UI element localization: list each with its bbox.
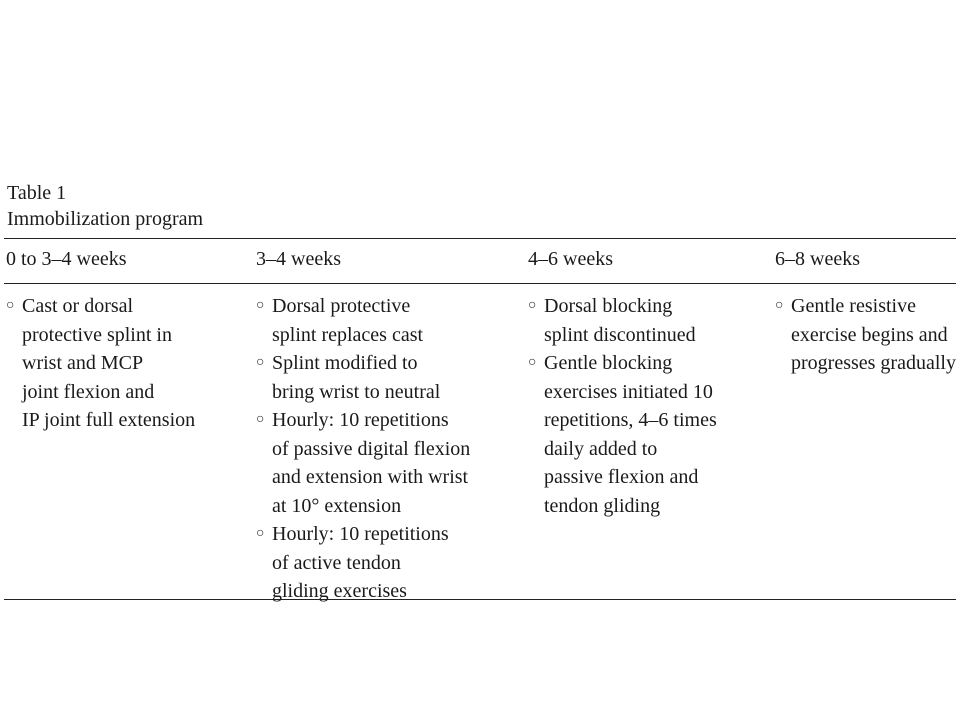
bullet-text-line: Splint modified to — [272, 352, 418, 374]
immobilization-table — [4, 180, 956, 600]
bullet-text-line: exercise begins and — [791, 323, 948, 346]
table-body-row — [4, 284, 956, 602]
bullet-text-line: Gentle resistive — [791, 295, 916, 317]
column-3-4-weeks — [256, 292, 470, 606]
column-header-3-4-weeks: 3–4 weeks — [256, 248, 341, 270]
bullet-text-line: Gentle blocking — [544, 352, 673, 374]
bullet-text-line: Dorsal protective — [272, 295, 411, 317]
column-header-0-to-3-4-weeks: 0 to 3–4 weeks — [6, 248, 127, 270]
bullet-text-line: gliding exercises — [272, 580, 407, 602]
bullet-text-line: Hourly: 10 repetitions — [272, 409, 449, 431]
bullet-text-line: daily added to — [544, 437, 658, 460]
bullet-circle-icon: ○ — [528, 298, 537, 313]
bullet-text-line: Hourly: 10 repetitions — [272, 523, 449, 545]
bullet-text-line: exercises initiated 10 — [544, 380, 713, 403]
bullet-text-line: splint discontinued — [544, 323, 696, 346]
bullet-text-line: Cast or dorsal — [22, 295, 134, 317]
bullet-text-line: protective splint in — [22, 323, 172, 346]
bullet-text-line: repetitions, 4–6 times — [544, 409, 717, 431]
table-bottom-rule — [4, 599, 956, 600]
bullet-item — [528, 292, 717, 349]
bullet-item — [256, 520, 470, 606]
bullet-item — [256, 349, 470, 406]
bullet-circle-icon: ○ — [775, 298, 784, 313]
column-header-4-6-weeks: 4–6 weeks — [528, 248, 613, 270]
bullet-text-line: at 10° extension — [272, 494, 402, 517]
bullet-item — [256, 292, 470, 349]
bullet-text-line: tendon gliding — [544, 494, 661, 517]
bullet-circle-icon: ○ — [6, 298, 15, 313]
bullet-text-line: progresses gradually — [791, 352, 956, 374]
column-6-8-weeks — [775, 292, 956, 378]
bullet-item — [528, 349, 717, 520]
bullet-circle-icon: ○ — [256, 355, 265, 370]
bullet-circle-icon: ○ — [256, 298, 265, 313]
bullet-text-line: wrist and MCP — [22, 352, 144, 374]
bullet-text-line: splint replaces cast — [272, 323, 424, 346]
bullet-text-line: joint flexion and — [22, 380, 155, 403]
table-label: Table 1 — [7, 182, 67, 204]
table-title: Immobilization program — [7, 208, 204, 230]
bullet-circle-icon: ○ — [256, 412, 265, 427]
column-4-6-weeks — [528, 292, 717, 520]
bullet-item — [6, 292, 195, 435]
bullet-item — [775, 292, 956, 378]
bullet-circle-icon: ○ — [528, 355, 537, 370]
column-header-6-8-weeks: 6–8 weeks — [775, 248, 860, 270]
bullet-text-line: IP joint full extension — [22, 409, 196, 431]
bullet-text-line: Dorsal blocking — [544, 295, 673, 317]
bullet-text-line: of passive digital flexion — [272, 437, 471, 460]
column-0-to-3-4-weeks — [6, 292, 195, 435]
bullet-item — [256, 406, 470, 520]
table-header-row — [4, 239, 956, 283]
bullet-circle-icon: ○ — [256, 526, 265, 541]
bullet-text-line: and extension with wrist — [272, 466, 469, 488]
bullet-text-line: bring wrist to neutral — [272, 380, 441, 403]
bullet-text-line: of active tendon — [272, 551, 401, 574]
bullet-text-line: passive flexion and — [544, 466, 699, 488]
